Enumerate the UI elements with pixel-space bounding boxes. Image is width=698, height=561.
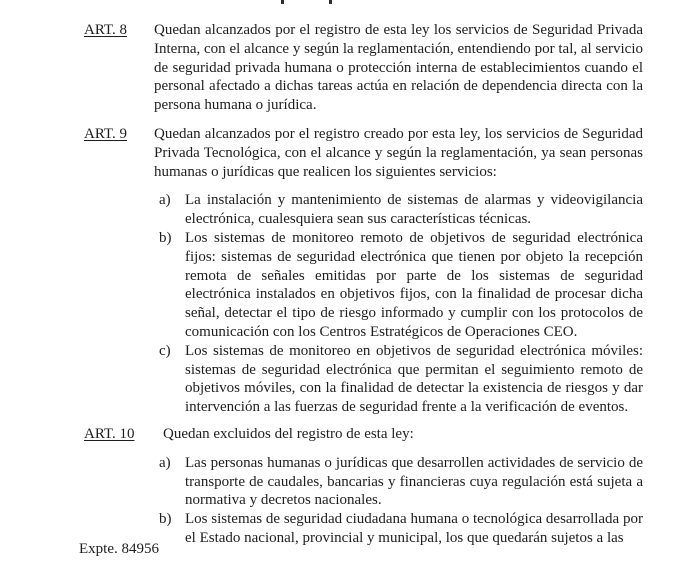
article-9-label: ART. 9 bbox=[84, 125, 127, 142]
list-item-marker: b) bbox=[159, 511, 172, 528]
document-content bbox=[84, 21, 643, 548]
list-item bbox=[154, 510, 643, 548]
list-item-marker: c) bbox=[159, 342, 171, 359]
article-9 bbox=[84, 125, 643, 417]
expediente-number: Expte. 84956 bbox=[79, 541, 159, 557]
article-8-text: Quedan alcanzados por el registro de esta ley los servicios de Seguridad Privada Interna, con el alcance y según la reglamentación, entendiendo por tal, al servicio de seguridad privada humana o protección interna de establecimientos cuando el personal afectado a dichas tareas actúa en relación de dependencia directa con la persona humana o jurídica. bbox=[154, 22, 643, 114]
clipped-descender-mark bbox=[281, 0, 284, 4]
article-10-label: ART. 10 bbox=[84, 425, 135, 442]
list-item bbox=[154, 191, 643, 229]
clipped-descender-mark bbox=[329, 0, 332, 4]
article-8 bbox=[84, 21, 643, 115]
article-10-text: Quedan excluidos del registro de esta ley: bbox=[163, 425, 414, 442]
list-item bbox=[154, 454, 643, 510]
article-10 bbox=[84, 425, 643, 548]
list-item-text: Los sistemas de seguridad ciudadana humana o tecnológica desarrollada por el Estado nacional, provincial y municipal, los que quedarán sujetos a las bbox=[185, 511, 643, 546]
list-item-text: Las personas humanas o jurídicas que desarrollen actividades de servicio de transporte de caudales, bancarias y financieras cuya regulación está sujeta a normativa y decretos nacionales. bbox=[185, 454, 643, 509]
article-9-text: Quedan alcanzados por el registro creado por esta ley, los servicios de Seguridad Privada Tecnológica, con el alcance y según la reglamentación, ya sean personas humanas o jurídicas que realicen los siguientes servicios: bbox=[154, 125, 643, 180]
list-item-text: Los sistemas de monitoreo remoto de objetivos de seguridad electrónica fijos: sistemas de seguridad electrónica que tienen por objeto la recepción remota de señales emitidas por parte de los sistemas de seguridad electrónica instalados en objetivos fijos, con la finalidad de procesar dicha señal, detectar el tipo de riesgo informado y cumplir con los protocolos de comunicación con los Centros Estratégicos de Operaciones CEO. bbox=[185, 229, 643, 340]
list-item bbox=[154, 229, 643, 342]
list-item-marker: b) bbox=[159, 229, 172, 246]
article-8-body bbox=[154, 21, 643, 115]
article-8-label: ART. 8 bbox=[84, 22, 127, 38]
article-10-body bbox=[154, 425, 643, 548]
list-item-text: Los sistemas de monitoreo en objetivos de seguridad electrónica móviles: sistemas de seguridad electrónica que permitan el seguimiento remoto de objetivos móviles, con la finalidad de detectar la existencia de riesgos y dar intervención a las fuerzas de seguridad frente a la verificación de eventos. bbox=[185, 342, 643, 416]
list-item-marker: a) bbox=[159, 192, 171, 209]
list-item-text: La instalación y mantenimiento de sistemas de alarmas y videovigilancia electrónica, cualesquiera sean sus características técnicas. bbox=[185, 192, 643, 228]
list-item-marker: a) bbox=[159, 454, 171, 471]
list-item bbox=[154, 342, 643, 417]
article-9-item-list bbox=[154, 191, 643, 417]
article-9-body bbox=[154, 125, 643, 417]
article-10-item-list bbox=[154, 454, 643, 548]
